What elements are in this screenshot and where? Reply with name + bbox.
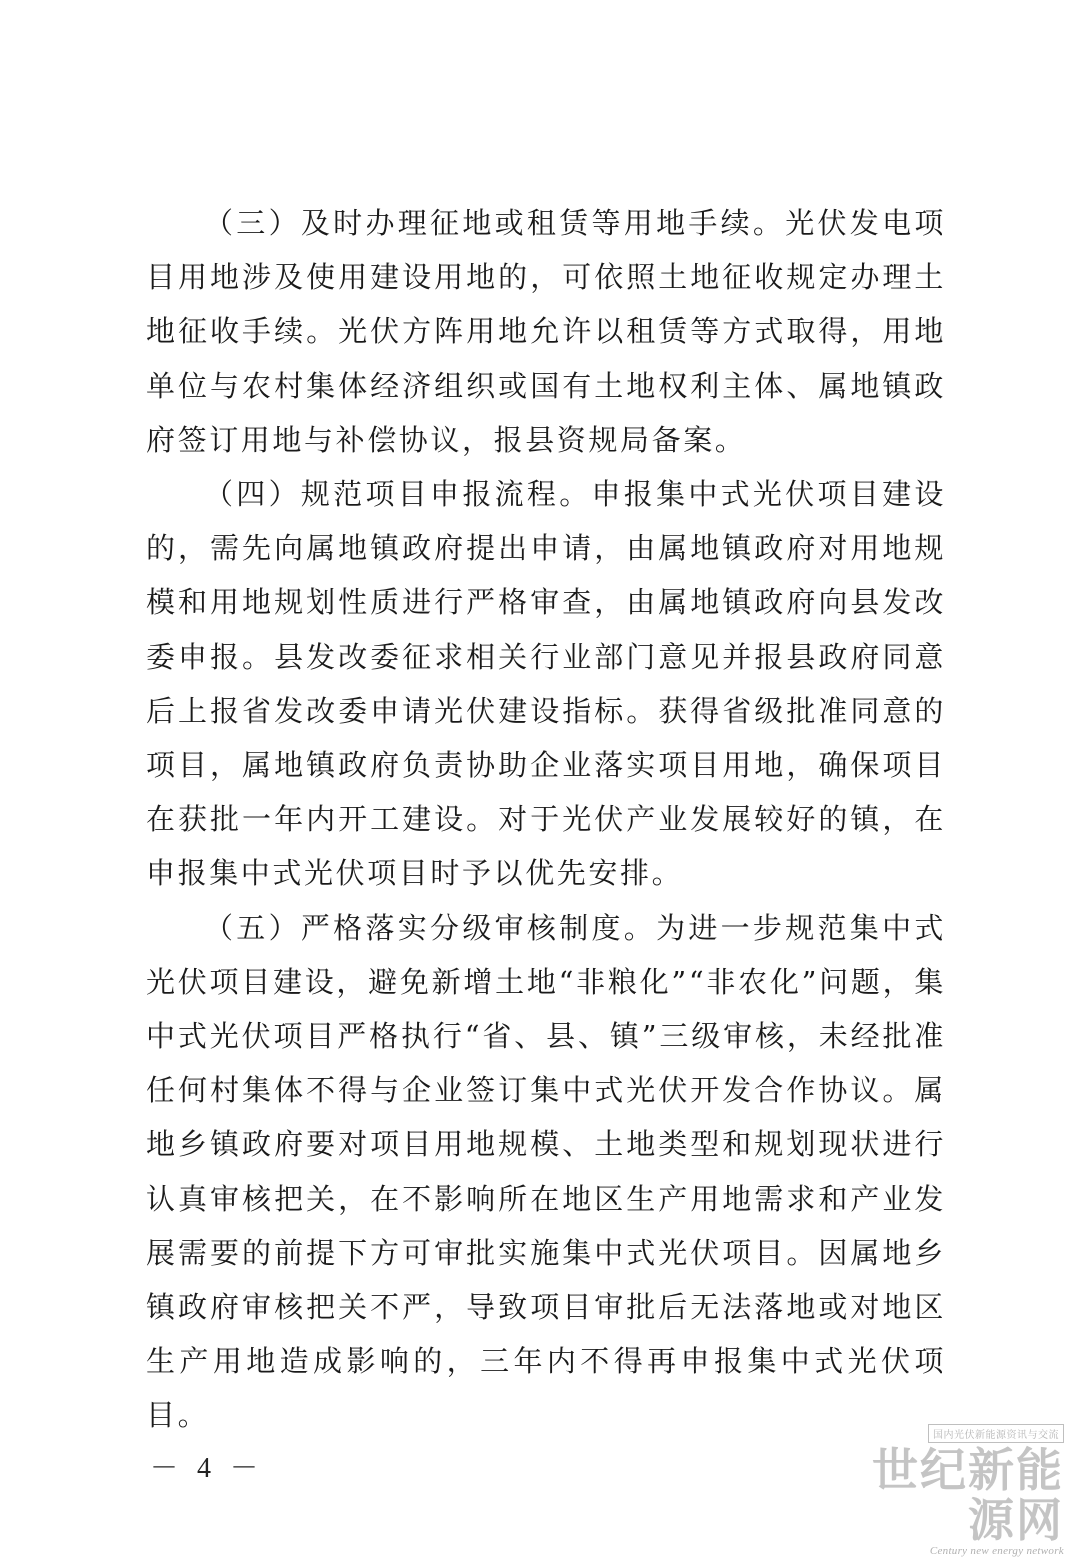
watermark-tagline: 国内光伏新能源资讯与交流 bbox=[928, 1424, 1064, 1443]
page-number: － 4 － bbox=[150, 1453, 265, 1484]
site-watermark bbox=[832, 1423, 1064, 1557]
watermark-brand: 世纪新能源网 bbox=[872, 1443, 1064, 1547]
paragraph-review-system: （五）严格落实分级审核制度。为进一步规范集中式光伏项目建设，避免新增土地“非粮化”“非农化”问题，集中式光伏项目严格执行“省、县、镇”三级审核，未经批准任何村集体不得与企业签订集中式光伏开发合作协议。属地乡镇政府要对项目用地规模、土地类型和规划现状进行认真审核把关，在不影响所在地区生产用地需求和产业发展需要的前提下方可审批实施集中式光伏项目。因属地乡镇政府审核把关不严，导致项目审批后无法落地或对地区生产用地造成影响的，三年内不得再申报集中式光伏项目。 bbox=[146, 910, 946, 1433]
paragraph-land-procedures: （三）及时办理征地或租赁等用地手续。光伏发电项目用地涉及使用建设用地的，可依照土地征收规定办理土地征收手续。光伏方阵用地允许以租赁等方式取得，用地单位与农村集体经济组织或国有土地权利主体、属地镇政府签订用地与补偿协议，报县资规局备案。 bbox=[146, 206, 946, 457]
watermark-subtitle: Century new energy network bbox=[929, 1545, 1064, 1557]
document-body bbox=[146, 196, 946, 1443]
paragraph-application-process: （四）规范项目申报流程。申报集中式光伏项目建设的，需先向属地镇政府提出申请，由属地镇政府对用地规模和用地规划性质进行严格审查，由属地镇政府向县发改委申报。县发改委征求相关行业部门意见并报县政府同意后上报省发改委申请光伏建设指标。获得省级批准同意的项目，属地镇政府负责协助企业落实项目用地，确保项目在获批一年内开工建设。对于光伏产业发展较好的镇，在申报集中式光伏项目时予以优先安排。 bbox=[146, 477, 946, 891]
